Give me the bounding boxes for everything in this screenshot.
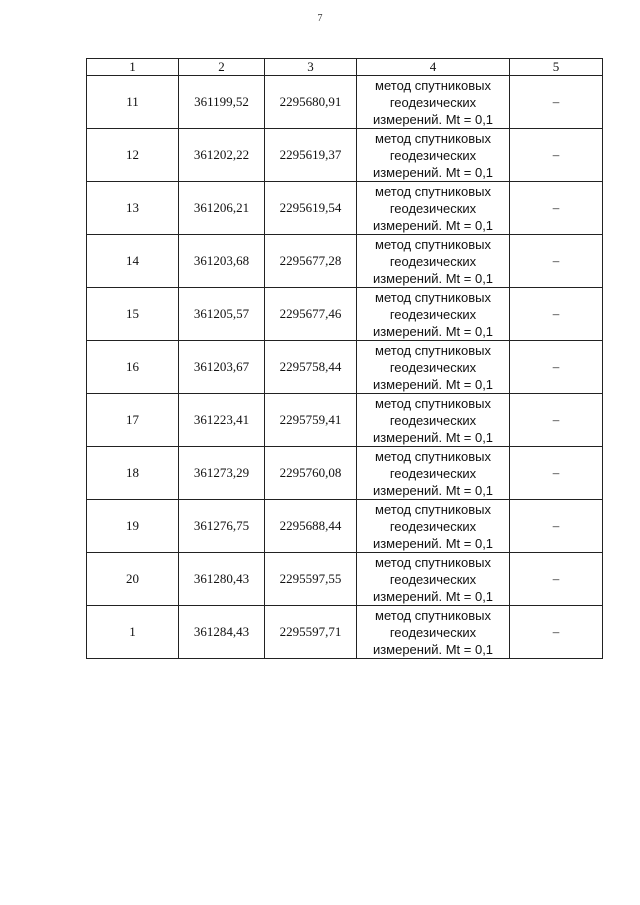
note-cell: – xyxy=(510,500,603,553)
method-cell xyxy=(357,76,510,129)
method-line: геодезических xyxy=(389,147,477,163)
method-line: геодезических xyxy=(389,94,477,110)
method-line: метод спутниковых xyxy=(375,183,491,199)
method-line: метод спутниковых xyxy=(375,236,491,252)
table-row xyxy=(87,500,603,553)
method-line: измерений. Mt = 0,1 xyxy=(372,111,494,127)
x-coordinate-cell: 361284,43 xyxy=(179,606,265,659)
method-line: геодезических xyxy=(389,306,477,322)
column-header: 1 xyxy=(87,59,179,76)
column-header: 3 xyxy=(265,59,357,76)
point-number-cell: 20 xyxy=(87,553,179,606)
coordinates-table xyxy=(86,58,603,659)
method-line: измерений. Mt = 0,1 xyxy=(372,376,494,392)
method-line: геодезических xyxy=(389,518,477,534)
method-cell xyxy=(357,182,510,235)
note-cell: – xyxy=(510,341,603,394)
method-line: измерений. Mt = 0,1 xyxy=(372,217,494,233)
method-line: метод спутниковых xyxy=(375,130,491,146)
x-coordinate-cell: 361203,67 xyxy=(179,341,265,394)
note-cell: – xyxy=(510,76,603,129)
y-coordinate-cell: 2295619,54 xyxy=(265,182,357,235)
method-line: геодезических xyxy=(389,253,477,269)
method-line: геодезических xyxy=(389,412,477,428)
x-coordinate-cell: 361206,21 xyxy=(179,182,265,235)
x-coordinate-cell: 361202,22 xyxy=(179,129,265,182)
table-row xyxy=(87,129,603,182)
method-cell xyxy=(357,606,510,659)
method-line: геодезических xyxy=(389,200,477,216)
note-cell: – xyxy=(510,182,603,235)
point-number-cell: 13 xyxy=(87,182,179,235)
note-cell: – xyxy=(510,447,603,500)
method-line: измерений. Mt = 0,1 xyxy=(372,429,494,445)
method-line: измерений. Mt = 0,1 xyxy=(372,323,494,339)
method-cell xyxy=(357,500,510,553)
y-coordinate-cell: 2295677,46 xyxy=(265,288,357,341)
column-header: 4 xyxy=(357,59,510,76)
method-line: метод спутниковых xyxy=(375,77,491,93)
point-number-cell: 19 xyxy=(87,500,179,553)
method-cell xyxy=(357,129,510,182)
method-line: метод спутниковых xyxy=(375,289,491,305)
method-line: геодезических xyxy=(389,359,477,375)
x-coordinate-cell: 361199,52 xyxy=(179,76,265,129)
method-line: измерений. Mt = 0,1 xyxy=(372,641,494,657)
table-row xyxy=(87,447,603,500)
note-cell: – xyxy=(510,553,603,606)
y-coordinate-cell: 2295760,08 xyxy=(265,447,357,500)
x-coordinate-cell: 361273,29 xyxy=(179,447,265,500)
x-coordinate-cell: 361203,68 xyxy=(179,235,265,288)
method-line: измерений. Mt = 0,1 xyxy=(372,588,494,604)
y-coordinate-cell: 2295759,41 xyxy=(265,394,357,447)
method-cell xyxy=(357,553,510,606)
column-header: 5 xyxy=(510,59,603,76)
point-number-cell: 15 xyxy=(87,288,179,341)
method-line: метод спутниковых xyxy=(375,607,491,623)
method-line: измерений. Mt = 0,1 xyxy=(372,535,494,551)
point-number-cell: 14 xyxy=(87,235,179,288)
method-line: метод спутниковых xyxy=(375,554,491,570)
method-line: измерений. Mt = 0,1 xyxy=(372,164,494,180)
method-line: метод спутниковых xyxy=(375,395,491,411)
x-coordinate-cell: 361223,41 xyxy=(179,394,265,447)
table-row xyxy=(87,182,603,235)
y-coordinate-cell: 2295688,44 xyxy=(265,500,357,553)
table-row xyxy=(87,606,603,659)
table-row xyxy=(87,394,603,447)
x-coordinate-cell: 361280,43 xyxy=(179,553,265,606)
method-cell xyxy=(357,288,510,341)
point-number-cell: 1 xyxy=(87,606,179,659)
table-row xyxy=(87,341,603,394)
table-row xyxy=(87,553,603,606)
x-coordinate-cell: 361205,57 xyxy=(179,288,265,341)
x-coordinate-cell: 361276,75 xyxy=(179,500,265,553)
y-coordinate-cell: 2295597,55 xyxy=(265,553,357,606)
method-cell xyxy=(357,341,510,394)
point-number-cell: 12 xyxy=(87,129,179,182)
y-coordinate-cell: 2295619,37 xyxy=(265,129,357,182)
note-cell: – xyxy=(510,394,603,447)
method-line: метод спутниковых xyxy=(375,448,491,464)
point-number-cell: 11 xyxy=(87,76,179,129)
method-line: метод спутниковых xyxy=(375,501,491,517)
method-line: измерений. Mt = 0,1 xyxy=(372,482,494,498)
note-cell: – xyxy=(510,129,603,182)
point-number-cell: 17 xyxy=(87,394,179,447)
point-number-cell: 16 xyxy=(87,341,179,394)
method-cell xyxy=(357,447,510,500)
method-line: геодезических xyxy=(389,465,477,481)
method-line: геодезических xyxy=(389,571,477,587)
method-cell xyxy=(357,235,510,288)
method-line: геодезических xyxy=(389,624,477,640)
y-coordinate-cell: 2295597,71 xyxy=(265,606,357,659)
method-line: метод спутниковых xyxy=(375,342,491,358)
method-line: измерений. Mt = 0,1 xyxy=(372,270,494,286)
y-coordinate-cell: 2295677,28 xyxy=(265,235,357,288)
note-cell: – xyxy=(510,606,603,659)
table-header-row xyxy=(87,59,603,76)
y-coordinate-cell: 2295758,44 xyxy=(265,341,357,394)
table-row xyxy=(87,76,603,129)
note-cell: – xyxy=(510,288,603,341)
page-number: 7 xyxy=(317,13,323,24)
column-header: 2 xyxy=(179,59,265,76)
point-number-cell: 18 xyxy=(87,447,179,500)
note-cell: – xyxy=(510,235,603,288)
table-row xyxy=(87,288,603,341)
method-cell xyxy=(357,394,510,447)
y-coordinate-cell: 2295680,91 xyxy=(265,76,357,129)
table-row xyxy=(87,235,603,288)
